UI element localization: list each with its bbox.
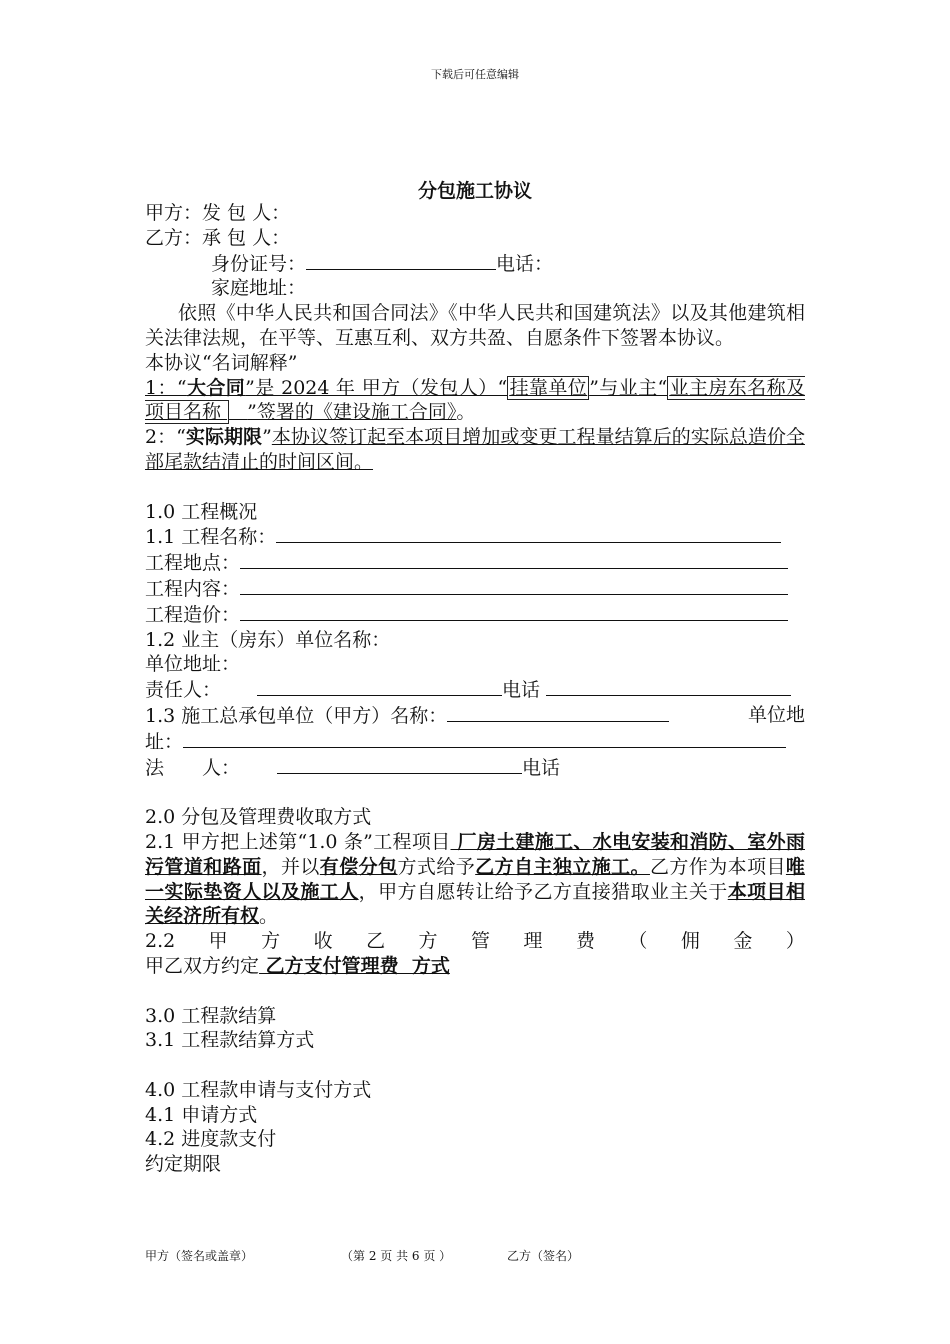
project-content-blank [240, 576, 788, 595]
contractor-address-blank [183, 729, 786, 748]
project-location-line: 工程地点： [145, 550, 805, 576]
clause-4-2: 4.2 进度款支付 [145, 1128, 277, 1151]
clause-4-1: 4.1 申请方式 [145, 1103, 258, 1126]
intro-paragraph: 依照《中华人民共和国合同法》《中华人民共和国建筑法》以及其他建筑相关法律法规，在平等、互惠互利、双方共盈、自愿条件下签署本协议。 [145, 302, 805, 349]
project-location-blank [240, 550, 788, 569]
contractor-address-line: 址： [145, 729, 805, 755]
owner-project-box: 业主房东名称及项目名称 [145, 376, 805, 424]
legal-rep-blank [277, 755, 522, 774]
project-content-line: 工程内容： [145, 576, 805, 602]
section-3-heading: 3.0 工程款结算 [145, 1004, 277, 1027]
address-line: 家庭地址： [211, 277, 307, 300]
clause-3-1: 3.1 工程款结算方式 [145, 1029, 315, 1052]
document-body [145, 201, 805, 1177]
id-line [145, 251, 805, 277]
contractor-blank [447, 703, 669, 722]
section-1-heading: 1.0 工程概况 [145, 500, 258, 523]
id-blank [306, 251, 496, 270]
section-2-heading: 2.0 分包及管理费收取方式 [145, 806, 372, 829]
header-note: 下载后可任意编辑 [431, 68, 519, 81]
fee-method: 乙方支付管理费 方式 [259, 954, 450, 977]
project-cost-line: 工程造价： [145, 602, 805, 628]
responsible-blank [257, 677, 502, 696]
party-a-line: 甲方：发 包 人： [145, 202, 291, 224]
term-1: 1：“大合同”是 2024 年 甲方（发包人）“ 挂靠单位 ”与业主“ 业主房东名称及项目名称 ”签署的《建设施工合同》。 [145, 376, 805, 424]
owner-name-line: 1.2 业主（房东）单位名称： [145, 628, 391, 651]
id-label: 身份证号： [211, 252, 307, 275]
terms-heading: 本协议“名词解释” [145, 351, 298, 374]
footer-party-b: 乙方（签名） [507, 1249, 580, 1263]
term-2: 2：“实际期限”本协议签订起至本项目增加或变更工程量结算后的实际总造价全部尾款结清止的时间区间。 [145, 426, 805, 473]
responsible-phone-blank [546, 677, 791, 696]
section-4-heading: 4.0 工程款申请与支付方式 [145, 1078, 372, 1101]
phone-label: 电话： [496, 252, 554, 275]
clause-2-2-line-1: 2.2 甲 方 收 乙 方 管 理 费 （ 佣 金 ） [145, 930, 805, 953]
contractor-line: 1.3 施工总承包单位（甲方）名称： 单位地 [145, 703, 805, 727]
project-cost-blank [240, 602, 788, 621]
term-2-definition: 本协议签订起至本项目增加或变更工程量结算后的实际总造价全部尾款结清止的时间区间。 [145, 426, 805, 473]
responsible-line: 责任人： 电话 [145, 677, 805, 703]
owner-address-line: 单位地址： [145, 653, 241, 676]
clause-2-1: 2.1 甲方把上述第“1.0 条”工程项目 厂房土建施工、水电安装和消防、室外雨污管道和路面，并以有偿分包方式给予乙方自主独立施工。乙方作为本项目唯一实际垫资人以及施工人，甲方自愿转让给予乙方直接猎取业主关于本项目相关经济所有权。 [145, 830, 805, 928]
affiliated-unit-box: 挂靠单位 [509, 376, 588, 399]
footer-party-a: 甲方（签名或盖章） [145, 1249, 254, 1263]
party-b-line: 乙方：承 包 人： [145, 226, 291, 249]
document-title: 分包施工协议 [417, 180, 532, 202]
legal-rep-line: 法 人： 电话 [145, 756, 561, 779]
agreed-period: 约定期限 [145, 1153, 222, 1176]
page-number: （第 2 页 共 6 页 ） [341, 1249, 452, 1263]
term-2-name: 实际期限 [185, 426, 263, 449]
project-name-line: 1.1 工程名称： [145, 524, 805, 550]
clause-2-2-line-2: 甲乙双方约定 乙方支付管理费 方式 [145, 954, 450, 977]
term-1-name: 大合同 [186, 376, 246, 399]
project-name-blank [276, 524, 781, 543]
page-footer [145, 1247, 579, 1264]
